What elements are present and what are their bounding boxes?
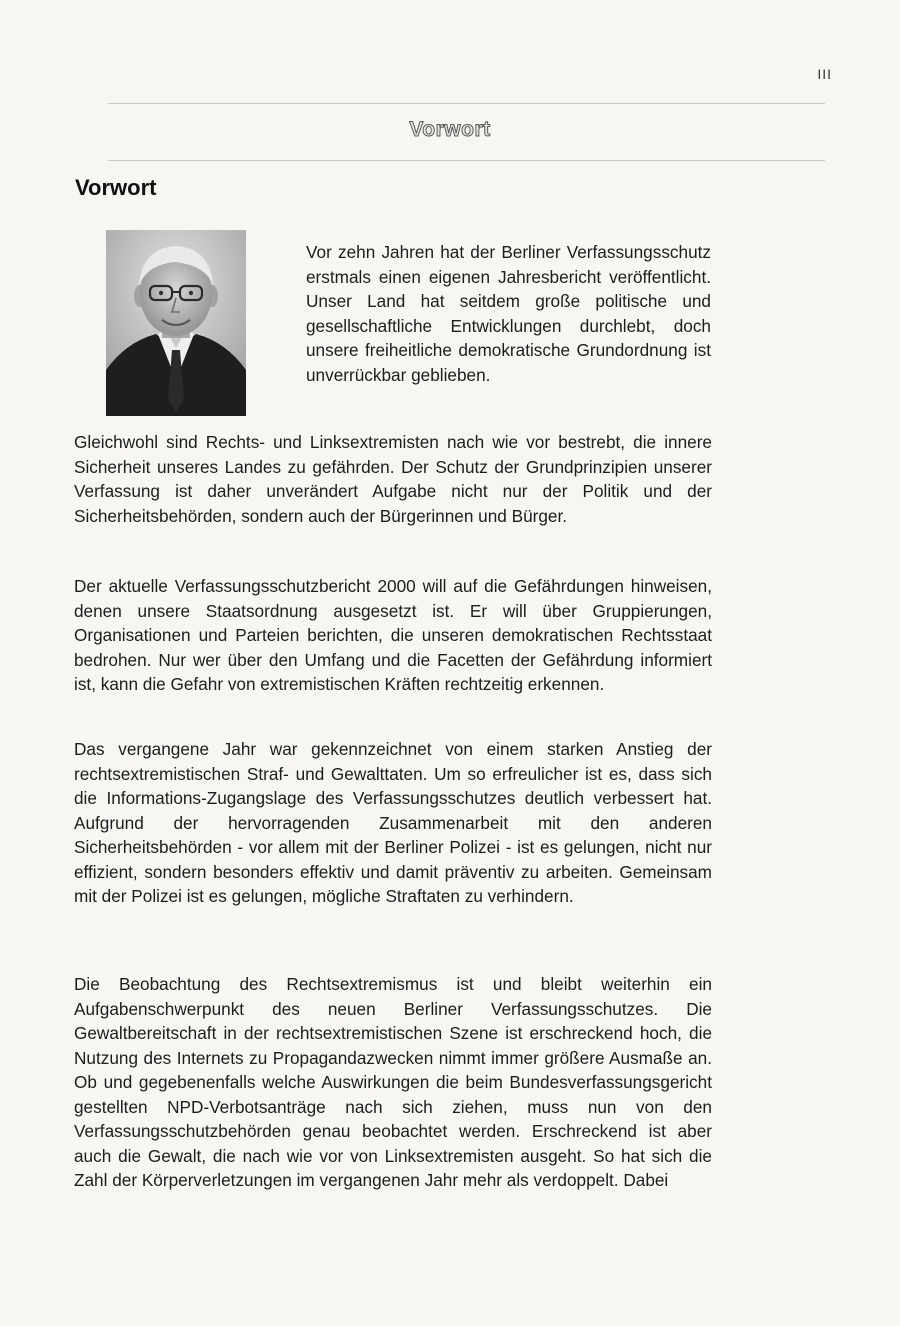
portrait-photo (106, 230, 246, 416)
body-paragraph: Der aktuelle Verfassungsschutzbericht 2000 will auf die Gefährdungen hinweisen, denen unsere Staatsordnung ausgesetzt ist. Er will über Gruppierungen, Organisationen und Parteien berichten, die unseren demokratischen Rechtsstaat bedrohen. Nur wer über den Umfang und die Facetten der Gefährdung informiert ist, kann die Gefahr von extremistischen Kräften rechtzeitig erkennen. (74, 576, 712, 694)
body-paragraph: Das vergangene Jahr war gekennzeichnet von einem starken Anstieg der rechtsextremistischen Straf- und Gewalttaten. Um so erfreulicher ist es, dass sich die Informations-Zugangslage des Verfassungsschutzes deutlich verbessert hat. Aufgrund der hervorragenden Zusammenarbeit mit den anderen Sicherheitsbehörden - vor allem mit der Berliner Polizei - ist es gelungen, nicht nur effizient, sondern besonders effektiv und damit präventiv zu arbeiten. Gemeinsam mit der Polizei ist es gelungen, mögliche Straftaten zu verhindern. (74, 739, 712, 906)
header-rule-bottom (108, 160, 825, 161)
page-number: III (817, 66, 832, 82)
intro-paragraph: Vor zehn Jahren hat der Berliner Verfassungsschutz erstmals einen eigenen Jahresbericht veröffentlicht. Unser Land hat seitdem große politische und gesellschaftliche Entwicklungen durchlebt, doch unsere freiheitliche demokratische Grundordnung ist unverrückbar geblieben. (306, 242, 711, 385)
header-rule-top (108, 103, 825, 104)
section-title: Vorwort (75, 175, 157, 200)
portrait-photo-icon (106, 230, 246, 416)
body-paragraph: Gleichwohl sind Rechts- und Linksextremisten nach wie vor bestrebt, die innere Sicherheit unseres Landes zu gefährden. Der Schutz der Grundprinzipien unserer Verfassung ist daher unverändert Aufgabe nicht nur der Politik und der Sicherheitsbehörden, sondern auch der Bürgerinnen und Bürger. (74, 432, 712, 526)
running-head: Vorwort (409, 118, 491, 141)
body-paragraph: Die Beobachtung des Rechtsextremismus ist und bleibt weiterhin ein Aufgabenschwerpunkt des neuen Berliner Verfassungsschutzes. Die Gewaltbereitschaft in der rechtsextremistischen Szene ist erschreckend hoch, die Nutzung des Internets zu Propagandazwecken nimmt immer größere Ausmaße an. Ob und gegebenenfalls welche Auswirkungen die beim Bundesverfassungsgericht gestellten NPD-Verbotsanträge nach sich ziehen, muss nun von den Verfassungsschutzbehörden genau beobachtet werden. Erschreckend ist aber auch die Gewalt, die nach wie vor von Linksextremisten ausgeht. So hat sich die Zahl der Körperverletzungen im vergangenen Jahr mehr als verdoppelt. Dabei (74, 974, 712, 1190)
